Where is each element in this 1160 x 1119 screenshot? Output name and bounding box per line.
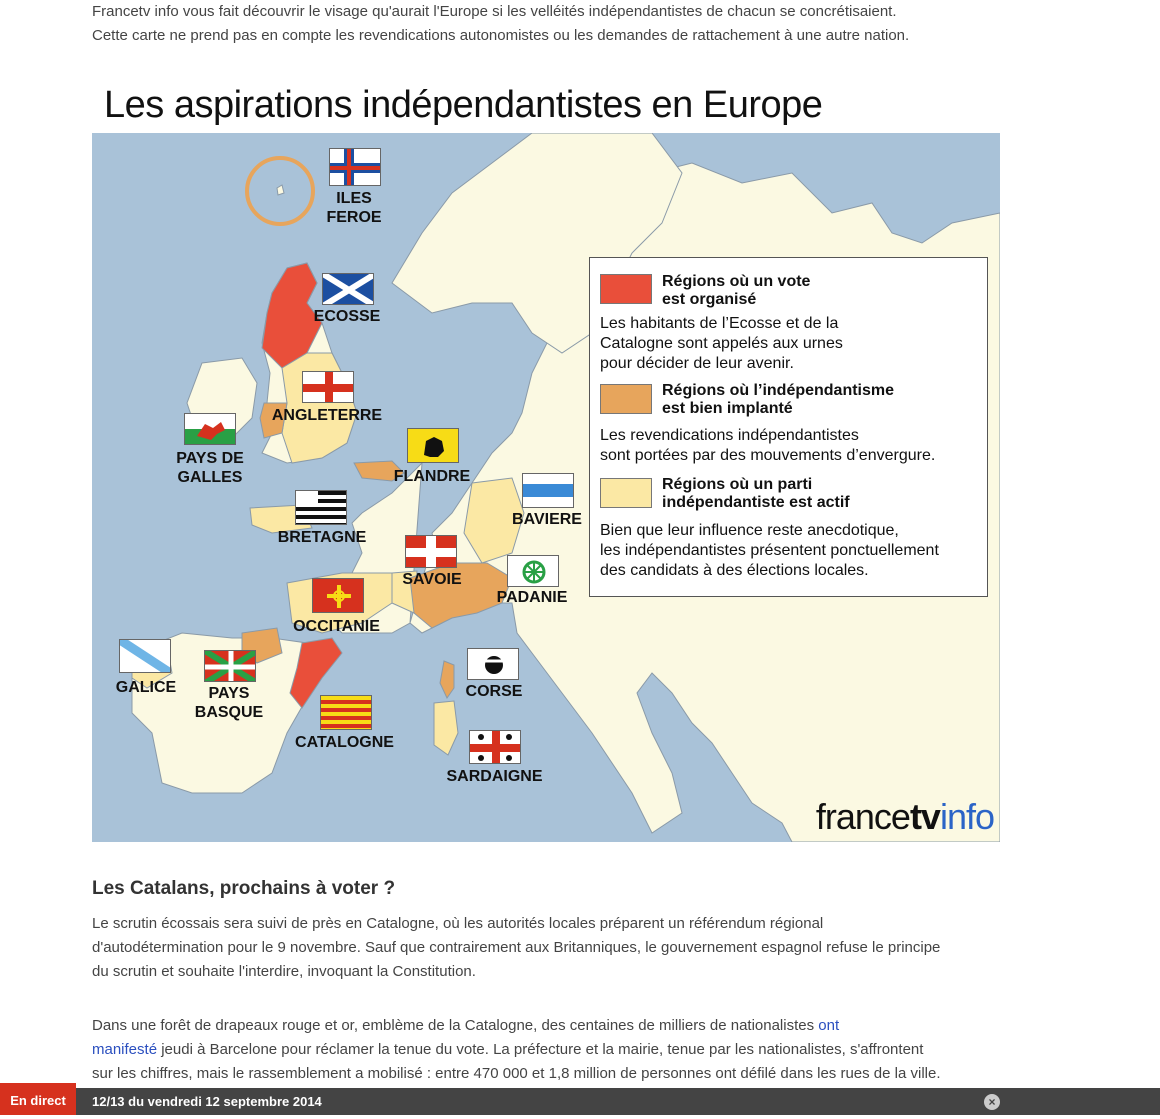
welsh-dragon-icon	[185, 414, 236, 445]
ont-manifeste-link[interactable]: ont manifesté	[92, 1017, 840, 1058]
intro-line-1: Francetv info vous fait découvrir le visage qu'aurait l'Europe si les velléités indépendantistes de chacun se concrétisaient.	[92, 3, 897, 20]
iles-feroe-island	[277, 185, 284, 195]
label-pays-basque: PAYS BASQUE	[194, 685, 264, 721]
label-corse: CORSE	[465, 683, 523, 700]
flag-angleterre	[302, 371, 354, 403]
flag-bretagne	[295, 490, 347, 525]
article-paragraph-1: Le scrutin écossais sera suivi de près en Catalogne, où les autorités locales préparent un référendum régional d'autodétermination pour le 9 novembre. Sauf que contrairement aux Britanniques, le gouvernement espagnol refuse le principe du scrutin et souhaite l'interdire, invoquant la Constitution.	[92, 915, 941, 980]
flag-savoie	[405, 535, 457, 568]
island-corse	[440, 661, 454, 698]
flag-baviere	[522, 473, 574, 508]
logo-part-tv: tv	[909, 796, 940, 837]
label-savoie: SAVOIE	[402, 571, 462, 588]
intro-text	[92, 0, 1092, 48]
label-bretagne: BRETAGNE	[277, 529, 367, 546]
paragraph-2-text-after: jeudi à Barcelone pour réclamer la tenue du vote. La préfecture et la mairie, tenue par les nationalistes, s'affrontent sur les chiffres, mais le rassemblement a mobilisé : entre 470 000 et 1,8 million de personnes ont défilé dans les rues de la ville.	[92, 1041, 941, 1082]
label-angleterre: ANGLETERRE	[271, 407, 383, 424]
occitan-cross-icon	[313, 579, 364, 613]
label-galice: GALICE	[115, 679, 177, 696]
ikurrina-icon	[205, 651, 256, 682]
legend-swatch-vote	[600, 274, 652, 304]
francetvinfo-logo	[816, 796, 994, 838]
label-iles-feroe: ILES FEROE	[326, 190, 382, 226]
logo-part-info: info	[939, 796, 994, 837]
legend-swatch-implante	[600, 384, 652, 414]
flag-flandre	[407, 428, 459, 463]
sun-of-the-alps-icon	[508, 556, 559, 587]
label-pays-de-galles: PAYS DE GALLES	[176, 450, 244, 486]
flag-iles-feroe	[329, 148, 381, 186]
live-badge[interactable]: En direct	[0, 1083, 76, 1115]
legend-swatch-actif	[600, 478, 652, 508]
article-paragraph-2	[92, 1014, 1022, 1086]
label-sardaigne: SARDAIGNE	[446, 768, 543, 785]
flag-sardaigne	[469, 730, 521, 764]
flag-ecosse	[322, 273, 374, 305]
flag-corse	[467, 648, 519, 680]
legend-heading-vote: Régions où un vote est organisé	[662, 273, 811, 308]
intro-line-2: Cette carte ne prend pas en compte les revendications autonomistes ou les demandes de rattachement à une autre nation.	[92, 27, 910, 44]
close-icon[interactable]: ×	[984, 1094, 1000, 1110]
legend-heading-actif: Régions où un parti indépendantiste est actif	[662, 476, 850, 511]
flag-occitanie	[312, 578, 364, 613]
live-program-title[interactable]: 12/13 du vendredi 12 septembre 2014	[92, 1094, 322, 1109]
flag-catalogne	[320, 695, 372, 730]
section-heading: Les Catalans, prochains à voter ?	[92, 878, 396, 899]
moor-head-icon	[468, 649, 519, 680]
flag-galice	[119, 639, 171, 673]
flag-padanie	[507, 555, 559, 587]
label-baviere: BAVIERE	[512, 511, 582, 528]
legend-text-vote: Les habitants de l’Ecosse et de la Catalogne sont appelés aux urnes pour décider de leur avenir.	[600, 315, 843, 372]
legend-text-implante: Les revendications indépendantistes sont portées par des mouvements d’envergure.	[600, 427, 936, 464]
map-title: Les aspirations indépendantistes en Europe	[104, 84, 823, 126]
flemish-lion-icon	[408, 429, 459, 463]
map-legend	[589, 257, 988, 597]
flag-pays-de-galles	[184, 413, 236, 445]
legend-heading-implante: Régions où l’indépendantisme est bien implanté	[662, 382, 895, 417]
paragraph-2-text-before: Dans une forêt de drapeaux rouge et or, emblème de la Catalogne, des centaines de milliers de nationalistes	[92, 1017, 819, 1034]
island-sardaigne	[434, 701, 458, 755]
flag-pays-basque	[204, 650, 256, 682]
label-padanie: PADANIE	[496, 589, 568, 606]
label-ecosse: ECOSSE	[313, 308, 381, 325]
flag-ecosse-saltire	[323, 274, 374, 305]
logo-part-france: france	[815, 796, 910, 837]
independence-map	[92, 133, 1000, 842]
label-catalogne: CATALOGNE	[295, 734, 394, 751]
galician-band-icon	[120, 640, 171, 673]
label-occitanie: OCCITANIE	[293, 618, 380, 635]
label-flandre: FLANDRE	[393, 468, 471, 485]
legend-text-actif: Bien que leur influence reste anecdotique, les indépendantistes présentent ponctuellement des candidats à des élections locales.	[600, 522, 939, 579]
